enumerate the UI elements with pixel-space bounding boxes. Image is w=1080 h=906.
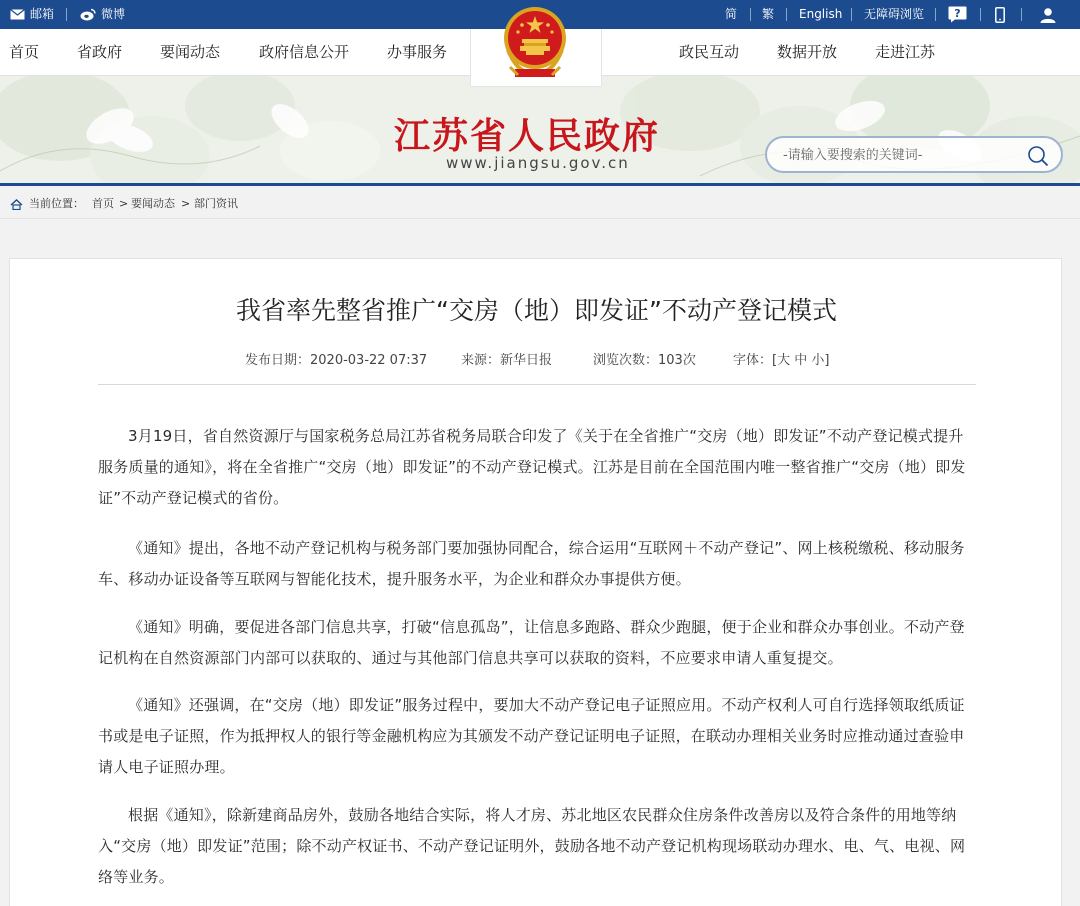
breadcrumb-item-news[interactable]: 要闻动态 — [131, 197, 175, 210]
title-divider — [98, 384, 976, 385]
mobile-link[interactable] — [995, 0, 1005, 29]
topbar-divider — [750, 8, 751, 21]
english-link[interactable] — [799, 0, 842, 29]
article-paragraph: 《通知》提出，各地不动产登记机构与税务部门要加强协同配合，综合运用“互联网＋不动产登记”、网上核税缴税、移动服务车、移动办证设备等互联网与智能化技术，提升服务水平，为企业和群众办事提供方便。 — [98, 539, 965, 588]
mail-link[interactable] — [10, 0, 54, 29]
nav-item-news[interactable]: 要闻动态 — [160, 43, 221, 61]
nav-item-information-disclosure[interactable]: 政府信息公开 — [259, 43, 350, 61]
topbar-divider — [786, 8, 787, 21]
help-link[interactable] — [948, 0, 967, 29]
article-paragraph: 《通知》明确，要促进各部门信息共享，打破“信息孤岛”，让信息多跑路、群众少跑腿，便于企业和群众办事创业。不动产登记机构在自然资源部门内部可以获取的、通过与其他部门信息共享可以获取的资料，不应要求申请人重复提交。 — [98, 618, 965, 667]
traditional-label: 繁 — [762, 7, 775, 21]
national-emblem-icon[interactable] — [500, 5, 570, 81]
svg-text:?: ? — [954, 7, 961, 20]
simplified-chinese-link[interactable] — [725, 0, 737, 29]
search-input[interactable] — [783, 145, 1023, 165]
breadcrumb-label: 当前位置： — [29, 197, 84, 210]
site-url: www.jiangsu.gov.cn — [446, 154, 630, 172]
accessibility-link[interactable] — [864, 0, 924, 29]
publish-date: 发布日期：2020-03-22 07:37 — [245, 353, 428, 368]
search-box — [765, 136, 1063, 173]
nav-item-home[interactable]: 首页 — [9, 43, 40, 61]
nav-item-province-government[interactable]: 省政府 — [77, 43, 123, 61]
article-paragraph: 根据《通知》，除新建商品房外，鼓励各地结合实际，将人才房、苏北地区农民群众住房条件改善房以及符合条件的用地等纳入“交房（地）即发证”范围；除不动产权证书、不动产登记证明外，鼓励各地不动产登记机构现场联动办理水、电、气、电视、网络等业务。 — [98, 806, 966, 886]
site-title: 江苏省人民政府 — [394, 115, 661, 157]
nav-item-open-data[interactable]: 数据开放 — [777, 43, 838, 61]
article-source: 来源：新华日报 — [461, 353, 553, 368]
topbar-divider — [66, 8, 67, 21]
font-size-selector[interactable]: 字体：[大 中 小] — [733, 353, 830, 368]
view-count: 浏览次数：103次 — [593, 353, 696, 368]
header-banner — [0, 76, 1080, 186]
mobile-phone-icon — [995, 7, 1005, 23]
article-paragraph: 《通知》还强调，在“交房（地）即发证”服务过程中，要加大不动产登记电子证照应用。不动产权利人可自行选择领取纸质证书或是电子证照，作为抵押权人的银行等金融机构应为其颁发不动产登记证明电子证照，在联动办理相关业务时应推动通过查验申请人电子证照办理。 — [98, 696, 965, 776]
article-paragraph: 3月19日，省自然资源厅与国家税务总局江苏省税务局联合印发了《关于在全省推广“交房（地）即发证”不动产登记模式提升服务质量的通知》，将在全省推广“交房（地）即发证”的不动产登记模式。江苏是目前在全国范围内唯一整省推广“交房（地）即发证”不动产登记模式的省份。 — [98, 427, 966, 507]
breadcrumb-separator: > — [181, 197, 191, 210]
breadcrumb-separator: > — [119, 197, 129, 210]
weibo-label: 微博 — [101, 7, 126, 21]
topbar-divider — [1021, 8, 1022, 21]
traditional-chinese-link[interactable] — [762, 0, 774, 29]
nav-item-interaction[interactable]: 政民互动 — [679, 43, 740, 61]
mail-label: 邮箱 — [30, 7, 55, 21]
simplified-label: 简 — [725, 7, 738, 21]
home-icon — [10, 199, 23, 210]
article-panel — [9, 258, 1062, 906]
breadcrumb-home-icon-wrap — [10, 189, 23, 219]
nav-item-about-jiangsu[interactable]: 走进江苏 — [875, 43, 936, 61]
breadcrumb — [0, 189, 1080, 219]
mail-icon — [10, 9, 25, 20]
accessibility-label: 无障碍浏览 — [864, 7, 925, 21]
user-icon — [1040, 7, 1056, 23]
topbar-divider — [980, 8, 981, 21]
topbar-divider — [851, 8, 852, 21]
search-icon[interactable] — [1027, 145, 1049, 167]
breadcrumb-item-department-news[interactable]: 部门资讯 — [194, 197, 238, 210]
help-icon — [948, 6, 967, 23]
breadcrumb-item-home[interactable]: 首页 — [92, 197, 114, 210]
topbar-divider — [935, 8, 936, 21]
user-link[interactable] — [1040, 0, 1056, 29]
weibo-link[interactable] — [80, 0, 125, 29]
nav-item-services[interactable]: 办事服务 — [387, 43, 448, 61]
weibo-icon — [80, 8, 96, 21]
article-title: 我省率先整省推广“交房（地）即发证”不动产登记模式 — [236, 296, 837, 325]
english-label: English — [799, 7, 843, 21]
